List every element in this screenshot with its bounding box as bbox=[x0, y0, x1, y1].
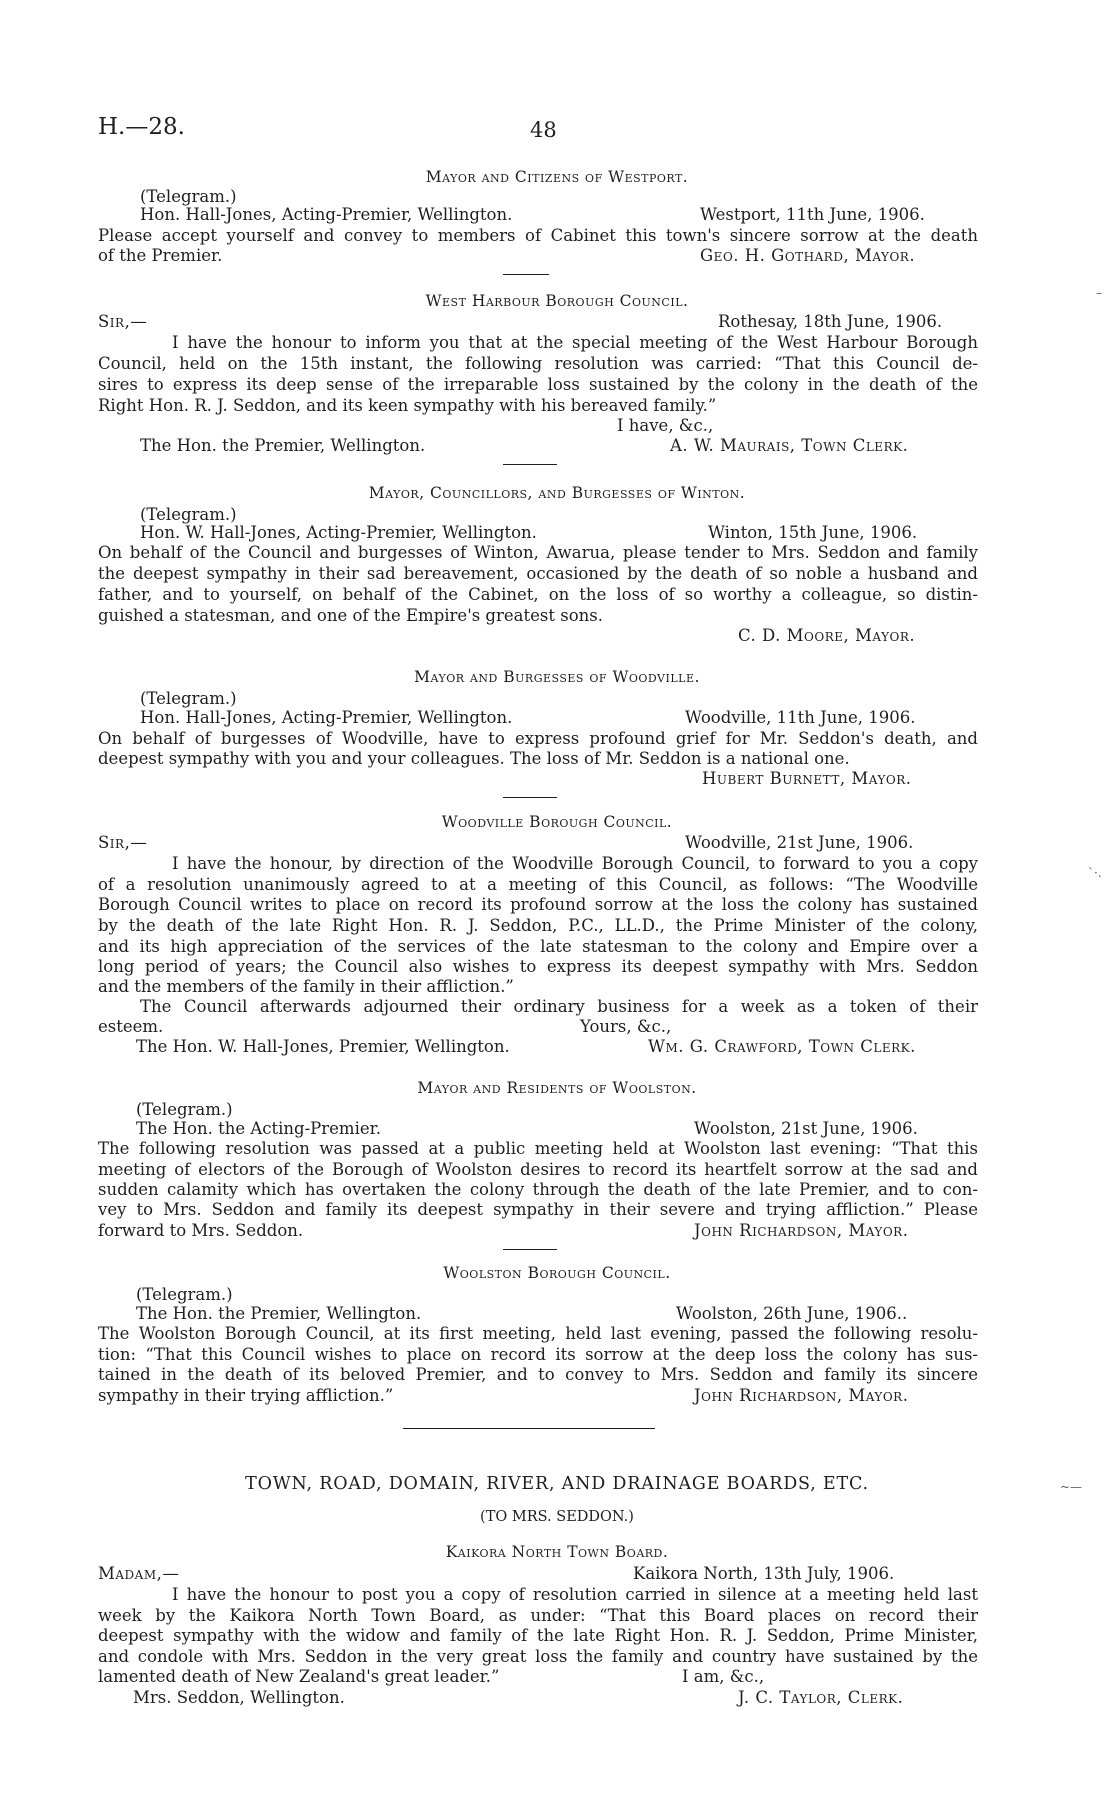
section-heading-woodville-borough: Woodville Borough Council. bbox=[441, 813, 673, 831]
body-line: the deepest sympathy in their sad bereavement, occasioned by the death of so noble a husband and bbox=[98, 564, 978, 583]
body-line: On behalf of burgesses of Woodville, have to express profound grief for Mr. Seddon's death, and bbox=[98, 729, 978, 748]
body-line: Please accept yourself and convey to members of Cabinet this town's sincere sorrow at the death bbox=[98, 226, 978, 245]
section-heading-winton: Mayor, Councillors, and Burgesses of Winton. bbox=[368, 484, 746, 502]
scan-mark: ~— bbox=[1060, 1480, 1083, 1494]
body-line: tained in the death of its beloved Premier, and to convey to Mrs. Seddon and family its sincere bbox=[98, 1365, 978, 1384]
section-heading-kaikora: Kaikora North Town Board. bbox=[445, 1543, 669, 1561]
divider bbox=[503, 797, 557, 798]
place-date: Kaikora North, 13th July, 1906. bbox=[633, 1564, 895, 1583]
body-line: and its high appreciation of the services of the late statesman to the colony and Empire over a bbox=[98, 937, 978, 956]
scan-mark: – bbox=[1096, 286, 1102, 300]
telegram-label: (Telegram.) bbox=[140, 505, 237, 524]
section-heading-woolston-borough: Woolston Borough Council. bbox=[443, 1264, 671, 1282]
place-date: Woodville, 11th June, 1906. bbox=[685, 708, 916, 727]
section-heading-west-harbour: West Harbour Borough Council. bbox=[425, 292, 689, 310]
body-line: by the death of the late Right Hon. R. J. Seddon, P.C., LL.D., the Prime Minister of the colony, bbox=[98, 916, 978, 935]
closing: I am, &c., bbox=[682, 1667, 765, 1686]
body-line: The Council afterwards adjourned their ordinary business for a week as a token of their bbox=[140, 997, 978, 1016]
section-heading-westport: Mayor and Citizens of Westport. bbox=[425, 168, 689, 186]
body-last-line: sympathy in their trying affliction.” bbox=[98, 1386, 394, 1405]
signature: A. W. Maurais, Town Clerk. bbox=[670, 436, 909, 455]
closing: I have, &c., bbox=[617, 416, 714, 435]
telegram-label: (Telegram.) bbox=[136, 1100, 233, 1119]
body-line: tion: “That this Council wishes to place on record its sorrow at the deep loss the colony has sus- bbox=[98, 1345, 978, 1364]
body-line: week by the Kaikora North Town Board, as under: “That this Board places on record their bbox=[98, 1606, 978, 1625]
signature: John Richardson, Mayor. bbox=[694, 1221, 909, 1240]
body-last-line: Right Hon. R. J. Seddon, and its keen sympathy with his bereaved family.” bbox=[98, 396, 717, 415]
addressee: Hon. Hall-Jones, Acting-Premier, Wellington. bbox=[140, 708, 513, 727]
signature: J. C. Taylor, Clerk. bbox=[738, 1688, 904, 1707]
boards-title: TOWN, ROAD, DOMAIN, RIVER, AND DRAINAGE BOARDS, ETC. bbox=[245, 1474, 869, 1494]
signature: C. D. Moore, Mayor. bbox=[738, 626, 916, 645]
signature: John Richardson, Mayor. bbox=[694, 1386, 909, 1405]
body-line: long period of years; the Council also wishes to express its deepest sympathy with Mrs. Seddon bbox=[98, 957, 978, 976]
body-last-line: of the Premier. bbox=[98, 246, 223, 265]
addressee: Hon. W. Hall-Jones, Acting-Premier, Wellington. bbox=[140, 523, 537, 542]
telegram-label: (Telegram.) bbox=[140, 187, 237, 206]
salutation: Sir,— bbox=[98, 312, 148, 331]
addressee: The Hon. the Premier, Wellington. bbox=[140, 436, 426, 455]
body-last-line: lamented death of New Zealand's great leader.” bbox=[98, 1667, 500, 1686]
divider bbox=[503, 464, 557, 465]
addressee: The Hon. W. Hall-Jones, Premier, Wellington. bbox=[136, 1037, 510, 1056]
signature: Wm. G. Crawford, Town Clerk. bbox=[648, 1037, 916, 1056]
addressee: The Hon. the Acting-Premier. bbox=[136, 1119, 381, 1138]
place-date: Woolston, 21st June, 1906. bbox=[694, 1119, 918, 1138]
body-line: of a resolution unanimously agreed to at a meeting of this Council, as follows: “The Woodville bbox=[98, 875, 978, 894]
signature: Geo. H. Gothard, Mayor. bbox=[700, 246, 916, 265]
place-date: Woodville, 21st June, 1906. bbox=[685, 833, 914, 852]
place-date: Rothesay, 18th June, 1906. bbox=[718, 312, 943, 331]
place-date: Westport, 11th June, 1906. bbox=[700, 205, 925, 224]
telegram-label: (Telegram.) bbox=[140, 689, 237, 708]
scan-mark: `·. bbox=[1088, 866, 1102, 880]
body-line: vey to Mrs. Seddon and family its deepest sympathy in their severe and trying affliction.” Please bbox=[98, 1200, 978, 1219]
body-line: I have the honour to post you a copy of resolution carried in silence at a meeting held last bbox=[172, 1585, 978, 1604]
body-line: deepest sympathy with the widow and family of the late Right Hon. R. J. Seddon, Prime Minister, bbox=[98, 1626, 978, 1645]
addressee: The Hon. the Premier, Wellington. bbox=[136, 1304, 422, 1323]
body-line: father, and to yourself, on behalf of the Cabinet, on the loss of so worthy a colleague, so distin- bbox=[98, 585, 978, 604]
boards-subtitle: (TO MRS. SEDDON.) bbox=[480, 1509, 634, 1525]
section-divider bbox=[403, 1428, 655, 1429]
body-line: The following resolution was passed at a public meeting held at Woolston last evening: “That this bbox=[98, 1139, 978, 1158]
body-last-line: forward to Mrs. Seddon. bbox=[98, 1221, 304, 1240]
addressee: Mrs. Seddon, Wellington. bbox=[133, 1688, 345, 1707]
divider bbox=[503, 274, 549, 275]
body-line: meeting of electors of the Borough of Woolston desires to record its heartfelt sorrow at the sad and bbox=[98, 1160, 978, 1179]
section-heading-woodville: Mayor and Burgesses of Woodville. bbox=[414, 668, 700, 686]
closing: Yours, &c., bbox=[580, 1017, 672, 1036]
body-line: sudden calamity which has overtaken the colony through the death of the late Premier, and to con- bbox=[98, 1180, 978, 1199]
body-line: and condole with Mrs. Seddon in the very great loss the family and country have sustained by the bbox=[98, 1647, 978, 1666]
body-line: Council, held on the 15th instant, the following resolution was carried: “That this Council de- bbox=[98, 354, 978, 373]
place-date: Woolston, 26th June, 1906.. bbox=[676, 1304, 908, 1323]
salutation: Madam,— bbox=[98, 1564, 180, 1583]
telegram-label: (Telegram.) bbox=[136, 1285, 233, 1304]
body-line: I have the honour to inform you that at the special meeting of the West Harbour Borough bbox=[172, 333, 978, 352]
document-reference: H.—28. bbox=[98, 114, 185, 140]
body-line: I have the honour, by direction of the Woodville Borough Council, to forward to you a copy bbox=[172, 854, 978, 873]
signature: Hubert Burnett, Mayor. bbox=[702, 769, 912, 788]
body-line: The Woolston Borough Council, at its first meeting, held last evening, passed the following resolu- bbox=[98, 1324, 978, 1343]
body-last-line: guished a statesman, and one of the Empire's greatest sons. bbox=[98, 606, 603, 625]
addressee: Hon. Hall-Jones, Acting-Premier, Wellington. bbox=[140, 205, 513, 224]
body-last-line: deepest sympathy with you and your colleagues. The loss of Mr. Seddon is a national one. bbox=[98, 749, 850, 768]
body-last-line: esteem. bbox=[98, 1017, 164, 1036]
divider bbox=[503, 1249, 557, 1250]
section-heading-woolston: Mayor and Residents of Woolston. bbox=[417, 1079, 697, 1097]
salutation: Sir,— bbox=[98, 833, 148, 852]
body-last-line: and the members of the family in their affliction.” bbox=[98, 977, 514, 996]
body-line: On behalf of the Council and burgesses of Winton, Awarua, please tender to Mrs. Seddon and family bbox=[98, 543, 978, 562]
page-number: 48 bbox=[530, 118, 557, 142]
place-date: Winton, 15th June, 1906. bbox=[708, 523, 918, 542]
body-line: sires to express its deep sense of the irreparable loss sustained by the colony in the death of the bbox=[98, 375, 978, 394]
body-line: Borough Council writes to place on record its profound sorrow at the loss the colony has sustained bbox=[98, 895, 978, 914]
